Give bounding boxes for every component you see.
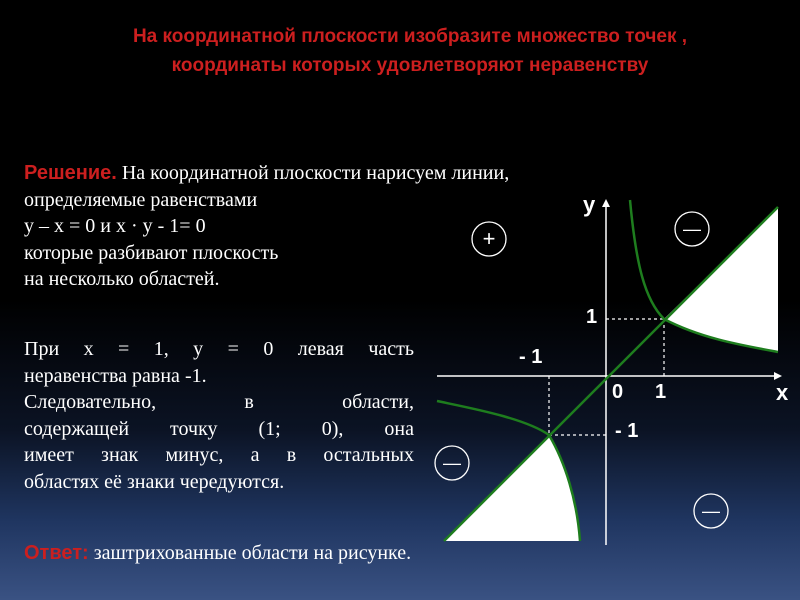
x-axis-label: x (776, 380, 789, 405)
sign-marker-minus-lower-left (435, 446, 469, 480)
y-axis-arrow (602, 199, 610, 207)
title-line-1: На координатной плоскости изобразите множество точек , (132, 26, 688, 47)
line-y-equals-x (444, 207, 778, 541)
solution-line-1-text: На координатной плоскости нарисуем линии, (116, 162, 510, 184)
answer-label: Ответ: (24, 542, 89, 564)
reasoning-line: неравенства равна -1. (24, 364, 207, 387)
solution-label: Решение. (24, 162, 117, 184)
y-axis-label: y (583, 192, 596, 217)
minus-sign: — (443, 453, 461, 473)
reasoning-line: При x = 1, y = 0 левая часть (24, 338, 414, 360)
minus-sign: — (683, 219, 701, 239)
answer-body: заштрихованные области на рисунке. (88, 542, 412, 564)
solution-equations: y – x = 0 и x · y - 1= 0 (24, 215, 206, 237)
tick-x-positive: 1 (655, 381, 667, 403)
tick-y-negative: - 1 (615, 420, 639, 442)
plus-sign: + (482, 226, 496, 251)
reasoning-line: содержащей точку (1; 0), она (24, 417, 414, 440)
sign-marker-plus (472, 222, 506, 256)
tick-y-positive: 1 (586, 306, 598, 328)
sign-marker-minus-upper-right (675, 212, 709, 246)
minus-sign: — (702, 501, 720, 521)
origin-label: 0 (612, 381, 624, 403)
solution-line-2: определяемые равенствами (24, 188, 258, 211)
reasoning-line: областях её знаки чередуются. (24, 470, 285, 493)
shaded-region-upper (664, 207, 778, 352)
title-line-2: координаты которых удовлетворяют неравенству (171, 55, 649, 76)
solution-line-5: на несколько областей. (24, 268, 220, 290)
reasoning-line: имеет знак минус, а в остальных (24, 444, 414, 466)
sign-marker-minus-lower-right (694, 494, 728, 528)
reasoning-line: Следовательно, в области, (24, 391, 414, 413)
x-axis-arrow (774, 372, 782, 380)
tick-x-negative: - 1 (519, 346, 543, 368)
solution-line-4: которые разбивают плоскость (24, 241, 279, 264)
